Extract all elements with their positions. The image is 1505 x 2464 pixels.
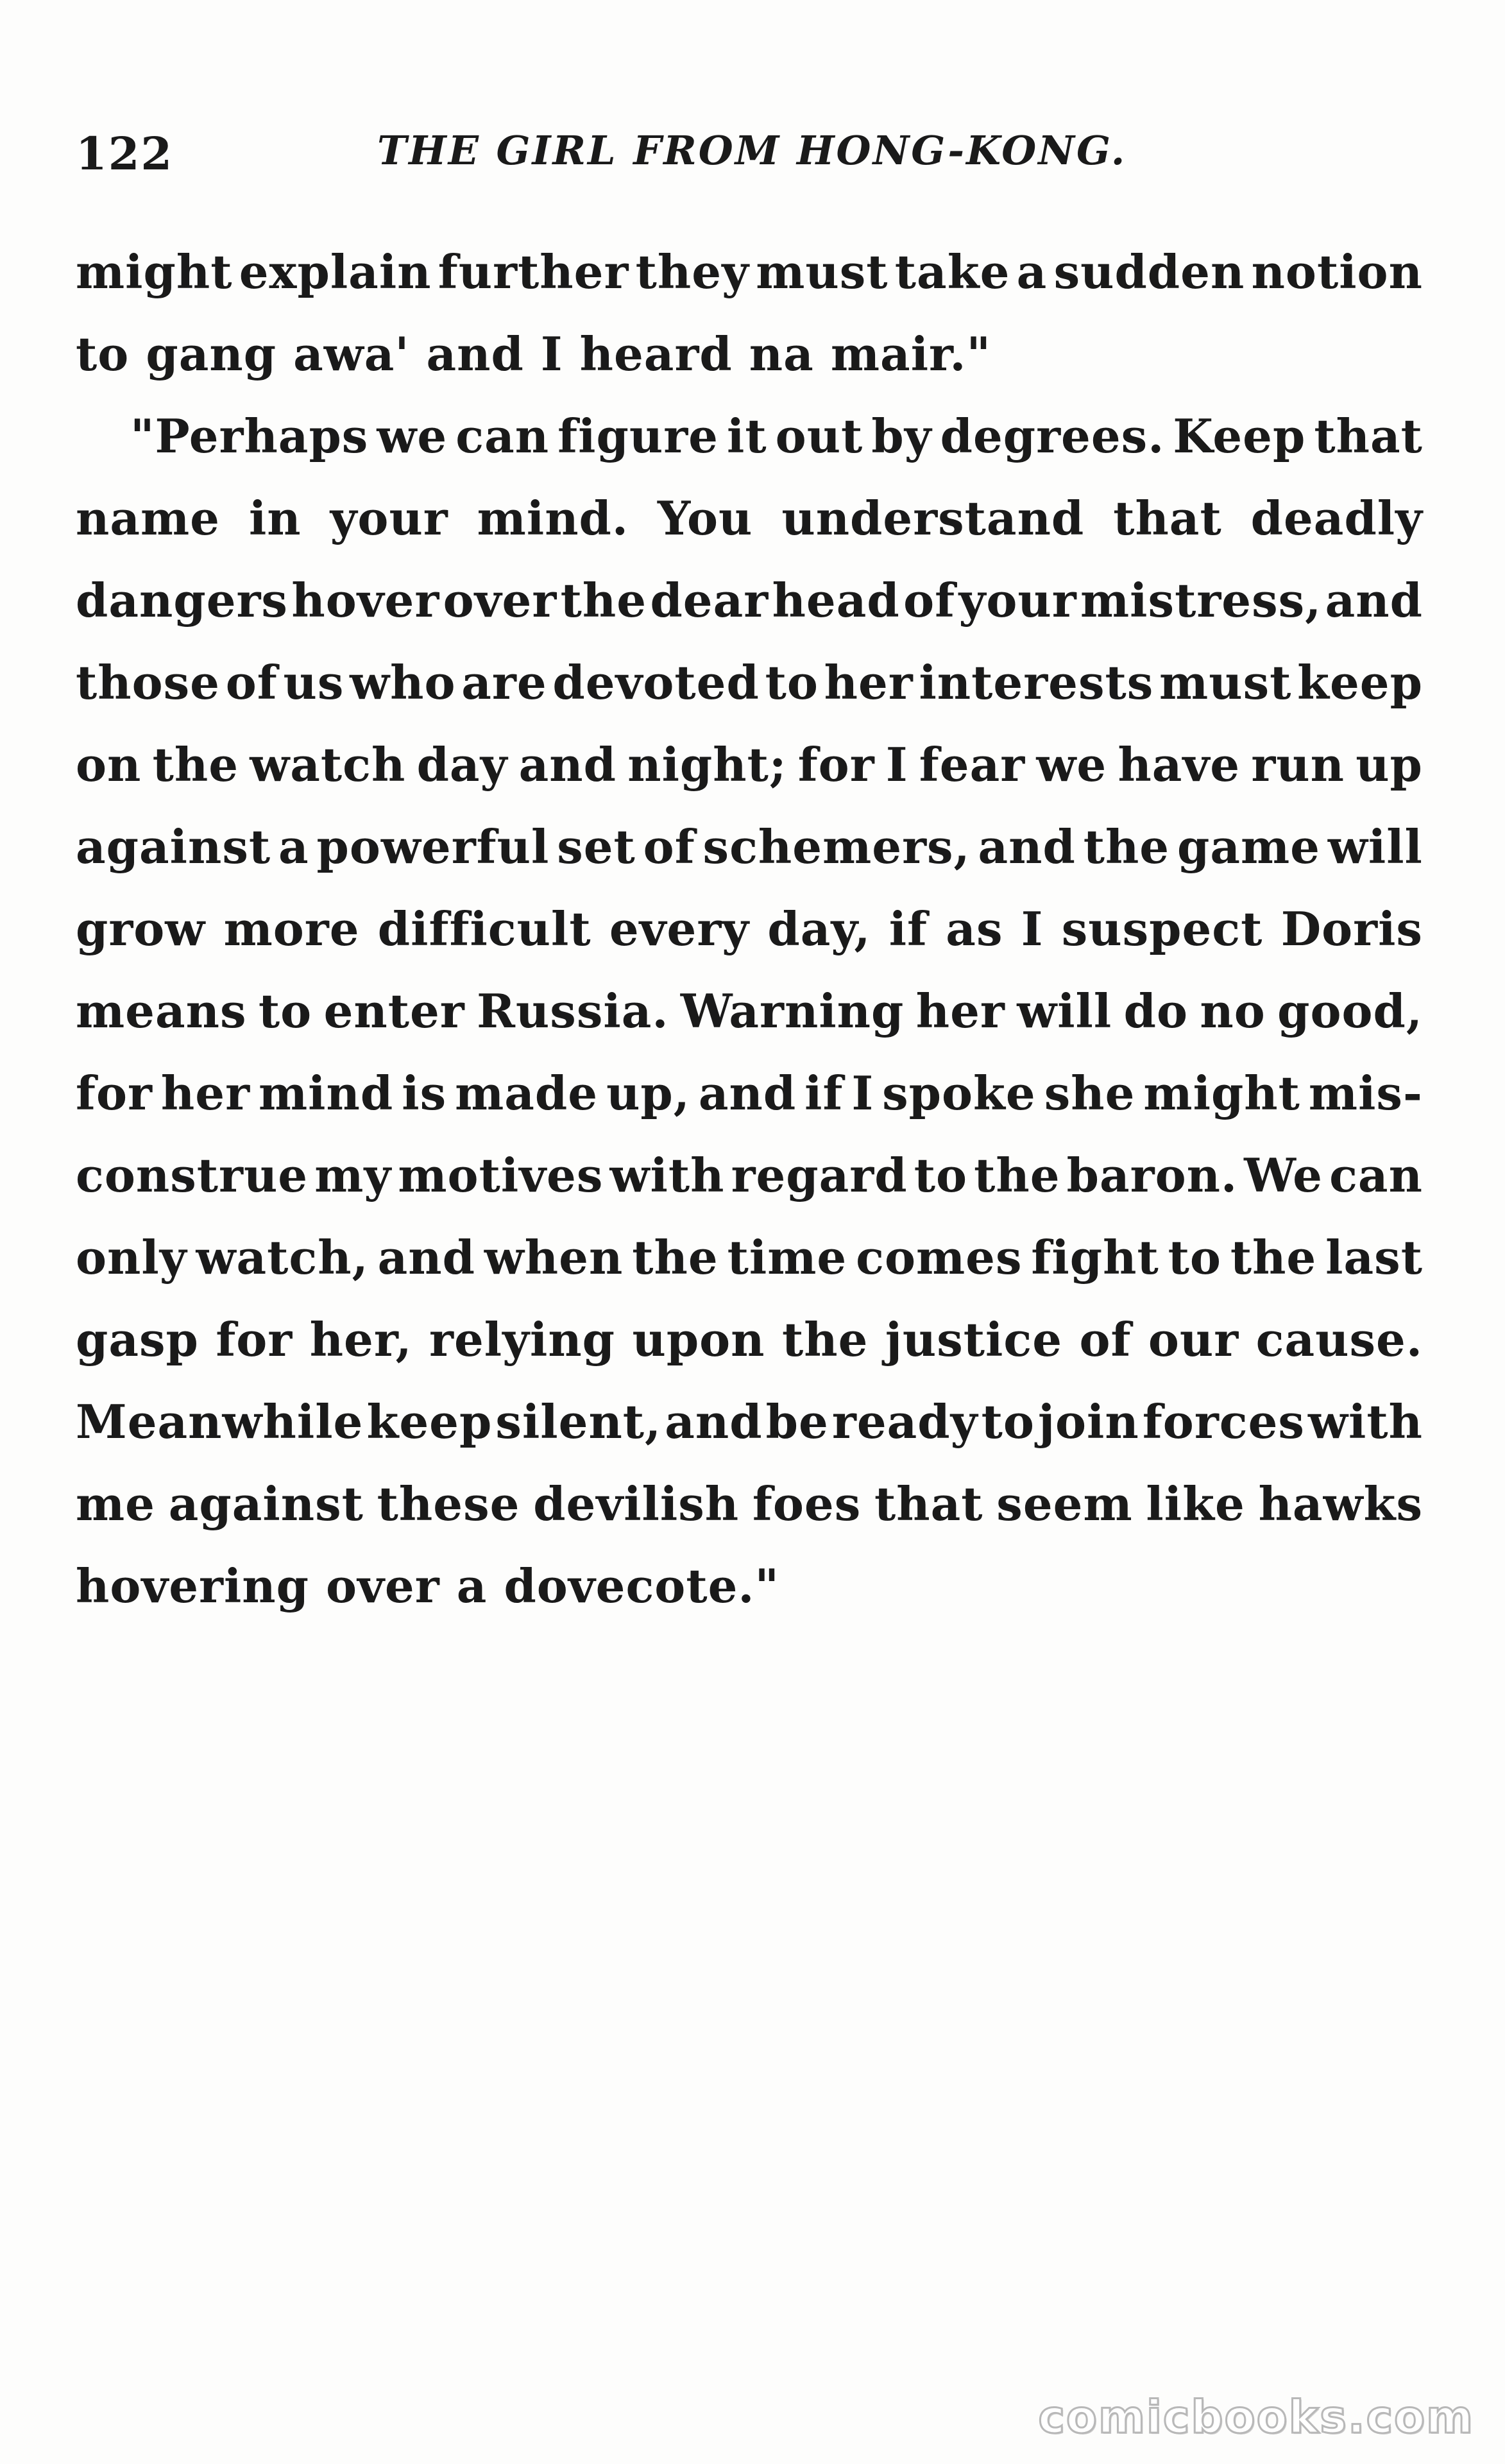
text-line-content: to gang awa' and I heard na mair." [76, 327, 991, 381]
word: forces [1142, 1394, 1305, 1449]
word: might [1143, 1066, 1300, 1120]
word: devilish [533, 1476, 740, 1531]
word: difficult [377, 902, 591, 956]
word: I [851, 1066, 874, 1120]
word: motives [398, 1148, 604, 1202]
word: time [727, 1230, 847, 1285]
word: might [76, 244, 233, 299]
word: over [443, 573, 557, 628]
word: can [455, 409, 550, 463]
word: the [1083, 819, 1170, 874]
word: against [168, 1476, 364, 1531]
word: join [1037, 1394, 1139, 1449]
text-line [76, 1545, 1423, 1627]
word: enter [323, 984, 465, 1038]
word: silent, [495, 1394, 662, 1449]
word: explain [239, 244, 432, 299]
word: up [1356, 737, 1423, 792]
word: when [484, 1230, 624, 1285]
word: will [1327, 819, 1423, 874]
word: fear [919, 737, 1026, 792]
word: up, [606, 1066, 690, 1120]
word: watch [250, 737, 406, 792]
word: grow [76, 902, 206, 956]
word: the [560, 573, 647, 628]
word: good, [1277, 984, 1423, 1038]
word: it [727, 409, 767, 463]
word: must [1159, 655, 1292, 710]
word: for [797, 737, 875, 792]
word: schemers, [702, 819, 971, 874]
word: and [698, 1066, 797, 1120]
word: she [1044, 1066, 1135, 1120]
word: dear [650, 573, 769, 628]
word: figure [557, 409, 718, 463]
word: and [518, 737, 616, 792]
text-line-content: hovering over a dovecote." [76, 1559, 779, 1613]
word: have [1118, 737, 1241, 792]
word: a [1016, 244, 1048, 299]
word: every [609, 902, 750, 956]
word: these [377, 1476, 520, 1531]
word: Doris [1280, 902, 1423, 956]
word: by [871, 409, 932, 463]
text-line [76, 1299, 1423, 1381]
word: and [1325, 573, 1423, 628]
page-number: 122 [76, 127, 174, 180]
word: out [775, 409, 863, 463]
word: and [665, 1394, 763, 1449]
word: hawks [1258, 1476, 1423, 1531]
text-line [76, 231, 1423, 313]
word: like [1146, 1476, 1245, 1531]
word: to [258, 984, 312, 1038]
word: interests [919, 655, 1154, 710]
word: last [1325, 1230, 1423, 1285]
word: We [1244, 1148, 1323, 1202]
word: gasp [76, 1312, 199, 1367]
book-title: THE GIRL FROM HONG-KONG. [377, 127, 1127, 174]
word: your [330, 491, 448, 545]
word: hover [291, 573, 440, 628]
text-line [76, 1134, 1423, 1217]
word: the [1230, 1230, 1317, 1285]
word: on [76, 737, 142, 792]
word: keep [1297, 655, 1423, 710]
word: for [216, 1312, 293, 1367]
word: the [974, 1148, 1060, 1202]
word: a [278, 819, 309, 874]
word: that [874, 1476, 983, 1531]
word: degrees. [940, 409, 1165, 463]
word: of [225, 655, 278, 710]
word: comes [856, 1230, 1023, 1285]
word: I [885, 737, 908, 792]
word: You [657, 491, 753, 545]
word: no [1200, 984, 1266, 1038]
word: can [1329, 1148, 1423, 1202]
word: with [609, 1148, 725, 1202]
word: name [76, 491, 220, 545]
word: seem [996, 1476, 1133, 1531]
word: they [635, 244, 749, 299]
word: deadly [1250, 491, 1423, 545]
word: your [958, 573, 1077, 628]
word: if [804, 1066, 844, 1120]
word: Keep [1173, 409, 1306, 463]
word: for [76, 1066, 153, 1120]
word: dangers [76, 573, 288, 628]
text-line [76, 560, 1423, 642]
word: her [824, 655, 914, 710]
word: spoke [882, 1066, 1036, 1120]
word: that [1314, 409, 1423, 463]
word: the [781, 1312, 869, 1367]
word: mind [259, 1066, 394, 1120]
text-line [76, 642, 1423, 724]
word: is [402, 1066, 447, 1120]
word: Warning [680, 984, 905, 1038]
word: of [1079, 1312, 1132, 1367]
word: night; [627, 737, 787, 792]
word: if [889, 902, 928, 956]
running-head [76, 127, 1429, 185]
word: us [283, 655, 344, 710]
text-line [76, 1463, 1423, 1545]
word: suspect [1061, 902, 1263, 956]
word: those [76, 655, 220, 710]
word: day, [767, 902, 871, 956]
word: upon [632, 1312, 765, 1367]
word: to [1168, 1230, 1221, 1285]
word: who [350, 655, 456, 710]
word: my [314, 1148, 392, 1202]
word: "Perhaps [130, 409, 369, 463]
word: mistress, [1080, 573, 1322, 628]
word: mis- [1308, 1066, 1423, 1120]
word: against [76, 819, 271, 874]
body-text [76, 231, 1423, 1627]
word: do [1123, 984, 1189, 1038]
word: and [377, 1230, 475, 1285]
word: means [76, 984, 247, 1038]
word: foes [752, 1476, 862, 1531]
word: made [455, 1066, 599, 1120]
text-line [76, 1381, 1423, 1463]
word: of [903, 573, 956, 628]
word: to [981, 1394, 1035, 1449]
text-line [76, 1052, 1423, 1134]
word: understand [781, 491, 1085, 545]
word: relying [429, 1312, 616, 1367]
word: the [152, 737, 239, 792]
word: will [1017, 984, 1112, 1038]
word: notion [1251, 244, 1423, 299]
word: fight [1031, 1230, 1159, 1285]
word: her [160, 1066, 251, 1120]
word: devoted [552, 655, 760, 710]
word: ready [831, 1394, 978, 1449]
word: more [223, 902, 360, 956]
word: we [1036, 737, 1107, 792]
word: to [914, 1148, 967, 1202]
text-line [76, 313, 1423, 395]
word: with [1308, 1394, 1423, 1449]
word: of [643, 819, 695, 874]
word: Russia. [477, 984, 669, 1038]
word: baron. [1066, 1148, 1238, 1202]
word: we [377, 409, 448, 463]
word: must [756, 244, 889, 299]
word: only [76, 1230, 187, 1285]
word: set [557, 819, 636, 874]
text-line [76, 888, 1423, 970]
word: Meanwhile [76, 1394, 364, 1449]
word: justice [885, 1312, 1063, 1367]
word: I [1021, 902, 1044, 956]
word: our [1148, 1312, 1239, 1367]
word: construe [76, 1148, 309, 1202]
text-line [76, 970, 1423, 1052]
word: head [772, 573, 900, 628]
word: regard [731, 1148, 908, 1202]
word: mind. [477, 491, 629, 545]
word: her [915, 984, 1005, 1038]
word: be [765, 1394, 829, 1449]
word: further [438, 244, 629, 299]
text-line [76, 477, 1423, 560]
word: keep [366, 1394, 493, 1449]
text-line [76, 724, 1423, 806]
word: that [1113, 491, 1222, 545]
text-line [76, 395, 1423, 477]
watermark: comicbooks.com [1038, 2391, 1474, 2443]
word: powerful [316, 819, 550, 874]
word: cause. [1255, 1312, 1423, 1367]
text-line [76, 806, 1423, 888]
word: run [1251, 737, 1345, 792]
text-line [76, 1217, 1423, 1299]
word: and [978, 819, 1076, 874]
word: take [894, 244, 1010, 299]
word: as [946, 902, 1003, 956]
word: her, [309, 1312, 412, 1367]
word: me [76, 1476, 155, 1531]
word: in [248, 491, 302, 545]
word: watch, [196, 1230, 369, 1285]
word: game [1177, 819, 1320, 874]
word: day [416, 737, 508, 792]
word: the [632, 1230, 718, 1285]
word: are [461, 655, 547, 710]
word: to [765, 655, 819, 710]
word: sudden [1053, 244, 1245, 299]
